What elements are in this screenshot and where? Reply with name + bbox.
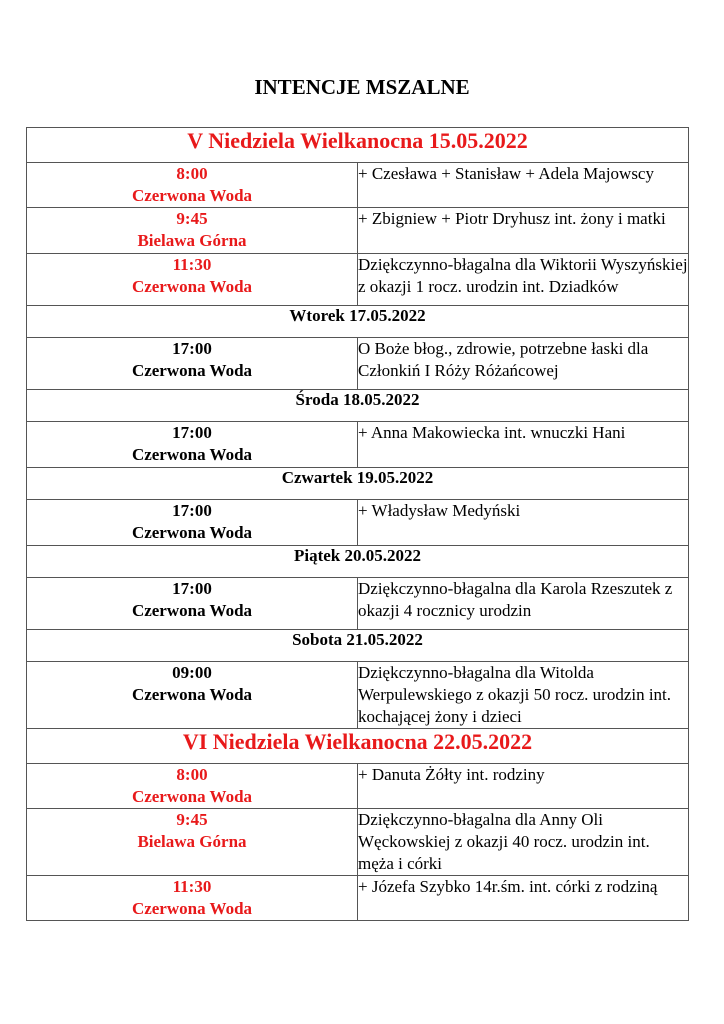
mass-time-cell xyxy=(27,422,358,468)
mass-place: Czerwona Woda xyxy=(131,601,253,620)
mass-intention: + Władysław Medyński xyxy=(358,500,689,546)
mass-intention: Dziękczynno-błagalna dla Wiktorii Wyszyńskiej z okazji 1 rocz. urodzin int. Dziadków xyxy=(358,254,689,306)
mass-intention: + Czesława + Stanisław + Adela Majowscy xyxy=(358,163,689,208)
mass-row xyxy=(27,809,689,876)
mass-time: 9:45 xyxy=(176,810,208,829)
mass-time-cell xyxy=(27,662,358,729)
day-header: Wtorek 17.05.2022 xyxy=(27,306,689,338)
mass-place: Czerwona Woda xyxy=(131,361,253,380)
mass-place: Czerwona Woda xyxy=(131,523,253,542)
day-header: Sobota 21.05.2022 xyxy=(27,630,689,662)
mass-place: Czerwona Woda xyxy=(131,277,253,296)
day-header: Piątek 20.05.2022 xyxy=(27,546,689,578)
day-header: Środa 18.05.2022 xyxy=(27,390,689,422)
mass-place: Czerwona Woda xyxy=(131,685,253,704)
mass-time: 17:00 xyxy=(172,579,212,598)
mass-time-cell xyxy=(27,338,358,390)
mass-time: 17:00 xyxy=(172,423,212,442)
mass-row xyxy=(27,163,689,208)
mass-intention: Dziękczynno-błagalna dla Witolda Werpulewskiego z okazji 50 rocz. urodzin int. kochającej żony i dzieci xyxy=(358,662,689,729)
mass-place: Czerwona Woda xyxy=(131,787,253,806)
mass-intentions-table xyxy=(26,127,689,921)
mass-row xyxy=(27,500,689,546)
mass-row xyxy=(27,662,689,729)
mass-time: 17:00 xyxy=(172,339,212,358)
mass-time: 17:00 xyxy=(172,501,212,520)
mass-intention: + Józefa Szybko 14r.śm. int. córki z rodziną xyxy=(358,876,689,921)
mass-row xyxy=(27,338,689,390)
mass-intention: + Anna Makowiecka int. wnuczki Hani xyxy=(358,422,689,468)
mass-place: Czerwona Woda xyxy=(131,899,253,918)
day-header-row xyxy=(27,630,689,662)
mass-time-cell xyxy=(27,500,358,546)
day-header-row xyxy=(27,546,689,578)
mass-time: 11:30 xyxy=(172,877,212,896)
day-header-row xyxy=(27,306,689,338)
mass-time-cell xyxy=(27,254,358,306)
mass-intention: + Danuta Żółty int. rodziny xyxy=(358,764,689,809)
sunday-header-row xyxy=(27,128,689,163)
mass-time-cell xyxy=(27,809,358,876)
mass-time-cell xyxy=(27,764,358,809)
mass-time: 8:00 xyxy=(176,765,208,784)
mass-row xyxy=(27,422,689,468)
mass-intention: Dziękczynno-błagalna dla Anny Oli Węckowskiej z okazji 40 rocz. urodzin int. męża i córki xyxy=(358,809,689,876)
mass-time: 8:00 xyxy=(176,164,208,183)
mass-intention: + Zbigniew + Piotr Dryhusz int. żony i matki xyxy=(358,208,689,254)
mass-row xyxy=(27,578,689,630)
sunday-header: VI Niedziela Wielkanocna 22.05.2022 xyxy=(27,729,689,764)
day-header: Czwartek 19.05.2022 xyxy=(27,468,689,500)
sunday-header-row xyxy=(27,729,689,764)
mass-row xyxy=(27,208,689,254)
mass-place: Czerwona Woda xyxy=(131,445,253,464)
mass-place: Bielawa Górna xyxy=(137,231,247,250)
mass-row xyxy=(27,764,689,809)
mass-time: 9:45 xyxy=(176,209,208,228)
mass-intention: Dziękczynno-błagalna dla Karola Rzeszutek z okazji 4 rocznicy urodzin xyxy=(358,578,689,630)
day-header-row xyxy=(27,468,689,500)
mass-time-cell xyxy=(27,876,358,921)
mass-intention: O Boże błog., zdrowie, potrzebne łaski dla Członkiń I Róży Różańcowej xyxy=(358,338,689,390)
mass-time: 09:00 xyxy=(172,663,212,682)
mass-time: 11:30 xyxy=(172,255,212,274)
day-header-row xyxy=(27,390,689,422)
mass-time-cell xyxy=(27,208,358,254)
mass-time-cell xyxy=(27,578,358,630)
page-title: INTENCJE MSZALNE xyxy=(254,75,470,99)
mass-place: Bielawa Górna xyxy=(137,832,247,851)
mass-place: Czerwona Woda xyxy=(131,186,253,205)
mass-row xyxy=(27,254,689,306)
sunday-header: V Niedziela Wielkanocna 15.05.2022 xyxy=(27,128,689,163)
mass-row xyxy=(27,876,689,921)
mass-time-cell xyxy=(27,163,358,208)
